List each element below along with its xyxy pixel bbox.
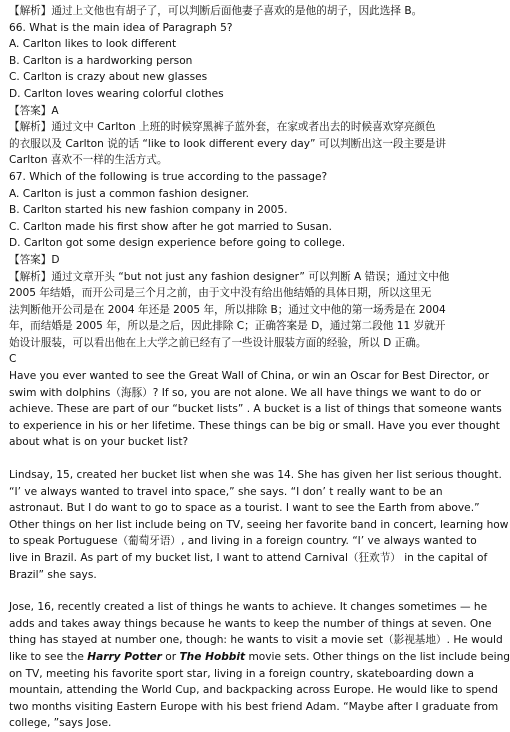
q67-analysis-line: 年，而结婚是 2005 年，所以是之后，因此排除 C；正确答案是 D，通过第二段他 11 岁就开 (9, 320, 446, 333)
q66-analysis-line: Carlton 喜欢不一样的生活方式。 (9, 154, 168, 167)
q67-stem: 67. Which of the following is true according to the passage? (9, 170, 328, 183)
passage-p1-line: to experience in his or her lifetime. These things can be big or small. Have you ever thought (9, 419, 500, 432)
q66-option-a: A. Carlton likes to look different (9, 38, 177, 51)
passage-p3-line: two months visiting Eastern Europe with his best friend Adam. “Maybe after I graduate from (9, 700, 499, 713)
passage-p3-line: Jose, 16, recently created a list of things he wants to achieve. It changes sometimes — he (9, 601, 488, 614)
q67-analysis-line: 2005 年结婚，而开公司是三个月之前，由于文中没有给出他结婚的具体日期，所以这里无 (9, 287, 432, 300)
passage-p3-line: college, ”says Jose. (9, 717, 112, 730)
passage-p2-line: Lindsay, 15, created her bucket list when she was 14. She has given her list serious thought. (9, 469, 502, 482)
passage-p3-line: adds and takes away things because he wants to keep the number of things at seven. One (9, 617, 492, 630)
text-span: movie sets. Other things on the list include being (245, 650, 510, 663)
passage-p2-line: “I’ ve always wanted to travel into space,” she says. “I don’ t really want to be an (9, 485, 443, 498)
q67-analysis-line: 法判断他开公司是在 2004 年还是 2005 年，所以排除 B；通过文中他的第一场秀是在 2004 (9, 303, 446, 316)
q67-analysis-line: 始设计服装，可以看出他在上大学之前已经有了一些设计服装方面的经验，所以 D 正确。 (9, 336, 427, 349)
q67-option-a: A. Carlton is just a common fashion designer. (9, 187, 249, 200)
q67-answer: 【答案】D (9, 253, 60, 266)
passage-p2-line: to speak Portuguese（葡萄牙语）, and living in a foreign country. “I’ ve always wanted to (9, 535, 477, 548)
passage-p3-line: mountain, attending the World Cup, and backpacking across Europe. He would like to spend (9, 684, 499, 697)
passage-p2-line: Brazil” she says. (9, 568, 97, 581)
q67-option-b: B. Carlton started his new fashion company in 2005. (9, 204, 288, 217)
paragraph-gap (9, 583, 451, 599)
movie-title-the-hobbit: The Hobbit (179, 650, 246, 663)
q66-analysis-line: 的衣服以及 Carlton 说的话 “like to look different every day” 可以判断出这一段主要是讲 (9, 137, 446, 150)
passage-p2-line: Other things on her list include being on TV, seeing her favorite band in concert, learning how (9, 518, 509, 531)
passage-p3-line: on TV, meeting his favorite sport star, living in a foreign country, skateboarding down a (9, 667, 475, 680)
passage-p3-line: thing has stayed at number one, though: he wants to visit a movie set（影视基地）. He would (9, 634, 503, 647)
passage-p1-line: Have you ever wanted to see the Great Wall of China, or win an Oscar for Best Director, or (9, 370, 490, 383)
q67-option-d: D. Carlton got some design experience before going to college. (9, 237, 346, 250)
passage-p1-line: about what is on your bucket list? (9, 436, 189, 449)
q66-option-b: B. Carlton is a hardworking person (9, 54, 193, 67)
text-span: like to see the (9, 650, 88, 663)
movie-title-harry-potter: Harry Potter (87, 650, 162, 663)
text-span: or (161, 650, 180, 663)
q67-option-c: C. Carlton made his first show after he got married to Susan. (9, 220, 332, 233)
passage-p2-line: astronaut. But I do want to go to space as a tourist. I want to see the Earth from above.” (9, 502, 480, 515)
paragraph-gap (9, 451, 451, 467)
passage-p1-line: achieve. These are part of our “bucket lists” . A bucket is a list of things that someone wants (9, 403, 502, 416)
passage-p2-line: live in Brazil. As part of my bucket list, I want to attend Carnival（狂欢节） in the capital of (9, 552, 488, 564)
q66-analysis-line: 【解析】通过文中 Carlton 上班的时候穿黑裤子蓝外套，在家或者出去的时候喜欢穿亮颜色 (9, 121, 436, 134)
q66-option-c: C. Carlton is crazy about new glasses (9, 71, 208, 84)
passage-p1-line: swim with dolphins（海豚）? If so, you are not alone. We all have things we want to do or (9, 386, 482, 399)
q67-analysis-line: 【解析】通过文章开头 “but not just any fashion designer” 可以判断 A 错误；通过文中他 (9, 270, 450, 283)
q65-analysis: 【解析】通过上文他也有胡子了，可以判断后面他妻子喜欢的是他的胡子，因此选择 B。 (9, 5, 423, 17)
q66-option-d: D. Carlton loves wearing colorful clothes (9, 87, 224, 100)
q66-stem: 66. What is the main idea of Paragraph 5? (9, 21, 233, 34)
q66-answer: 【答案】A (9, 104, 59, 117)
passage-p3-line-with-titles (9, 649, 510, 666)
section-letter: C (9, 353, 17, 366)
